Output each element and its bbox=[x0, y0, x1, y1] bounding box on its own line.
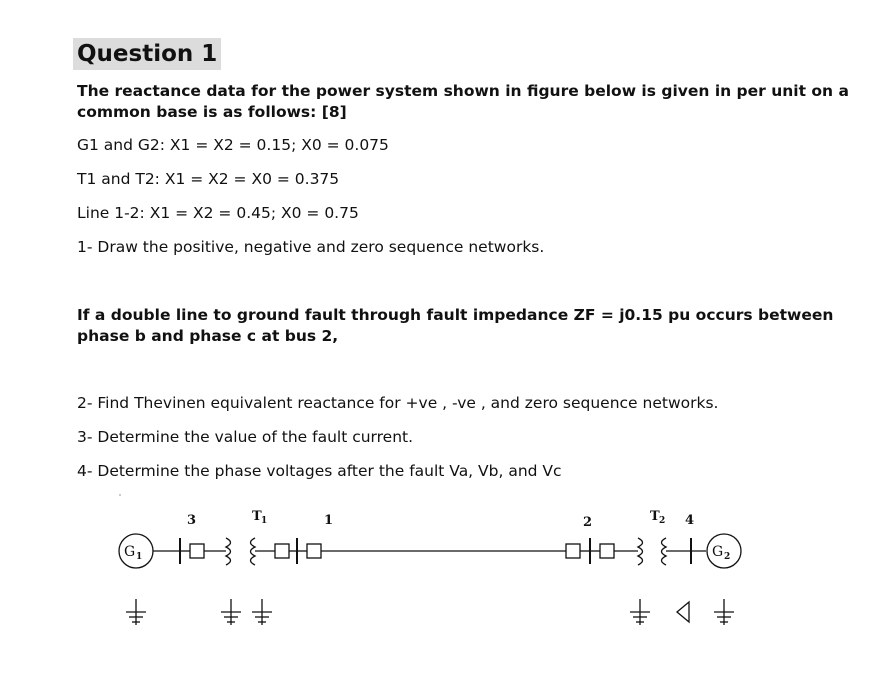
g1-subscript: 1 bbox=[136, 552, 143, 562]
breaker-1-icon bbox=[275, 544, 289, 558]
bus-4-label: 4 bbox=[685, 513, 695, 528]
t1-label: T bbox=[252, 509, 262, 524]
ground-g1-icon bbox=[126, 599, 146, 625]
generator-reactance-line: G1 and G2: X1 = X2 = 0.15; X0 = 0.075 bbox=[77, 136, 389, 154]
breaker-2-icon bbox=[600, 544, 614, 558]
task-1: 1- Draw the positive, negative and zero sequence networks. bbox=[77, 238, 545, 256]
bus-2-label: 2 bbox=[583, 515, 593, 530]
intro-text: The reactance data for the power system shown in figure below is given in per unit on a common base is as follows: [8] bbox=[77, 82, 849, 121]
ground-t1-secondary-icon bbox=[252, 599, 272, 625]
t1-primary-winding bbox=[226, 538, 231, 565]
delta-winding-t2-icon bbox=[677, 602, 689, 622]
ground-t1-primary-icon bbox=[221, 599, 241, 625]
ground-t2-primary-icon bbox=[630, 599, 650, 625]
bus-1-label: 1 bbox=[324, 513, 334, 528]
transformer-reactance-line: T1 and T2: X1 = X2 = X0 = 0.375 bbox=[77, 170, 340, 188]
g1-label: G bbox=[124, 544, 136, 560]
ground-g2-icon bbox=[714, 599, 734, 625]
task-2: 2- Find Thevinen equivalent reactance for +ve , -ve , and zero sequence networks. bbox=[77, 394, 719, 412]
t1-subscript: 1 bbox=[261, 516, 268, 526]
breaker-line-right-icon bbox=[566, 544, 580, 558]
breaker-3-icon bbox=[190, 544, 204, 558]
t2-subscript: 2 bbox=[659, 516, 666, 526]
g2-subscript: 2 bbox=[724, 552, 731, 562]
fault-statement: If a double line to ground fault through fault impedance ZF = j0.15 pu occurs between phase b and phase c at bus 2, bbox=[77, 306, 834, 345]
t1-secondary-winding bbox=[251, 538, 256, 565]
question-title: Question 1 bbox=[73, 38, 221, 70]
g2-label: G bbox=[712, 544, 724, 560]
line-reactance-line: Line 1-2: X1 = X2 = 0.45; X0 = 0.75 bbox=[77, 204, 359, 222]
bus-3-label: 3 bbox=[187, 513, 197, 528]
task-3: 3- Determine the value of the fault current. bbox=[77, 428, 414, 446]
t2-primary-winding bbox=[638, 538, 643, 565]
t2-secondary-winding bbox=[662, 538, 667, 565]
task-4: 4- Determine the phase voltages after the fault Va, Vb, and Vc bbox=[77, 462, 562, 480]
breaker-line-left-icon bbox=[307, 544, 321, 558]
t2-label: T bbox=[650, 509, 660, 524]
